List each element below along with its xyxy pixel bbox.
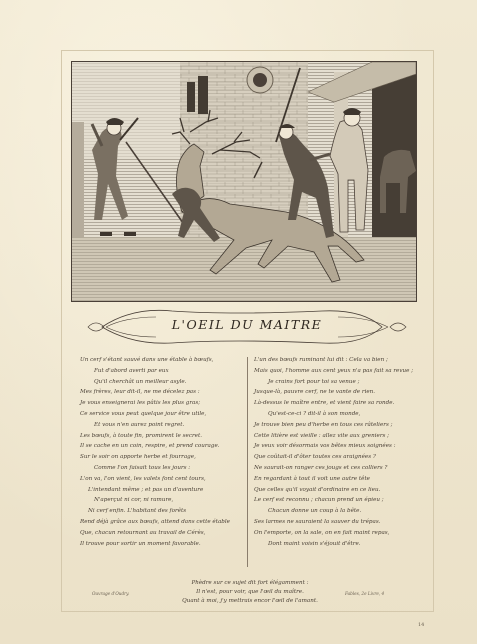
verse-line: Le cerf est reconnu ; chacun prend un épieu ; — [254, 497, 384, 504]
column-divider — [247, 357, 248, 567]
source-credit: Fables, 2e Livre, 4 — [345, 591, 385, 596]
verse-line: Il trouve pour sortir un moment favorable. — [80, 540, 201, 547]
verse-line: Ses larmes ne sauraient la sauver du trépas. — [254, 518, 381, 525]
verse-line: On l'emporte, on la sale, on en fait maint repas, — [254, 529, 390, 536]
verse-line: Là-dessus le maître entre, et vient faire sa ronde. — [254, 400, 395, 407]
moral-line: Phèdre sur ce sujet dit fort élégamment : — [191, 580, 309, 586]
verse-line: Jusque-là, pauvre cerf, ne te vante de rien. — [254, 389, 376, 396]
verse-line: Chacun donne un coup à la bête. — [268, 508, 362, 515]
verse-line: Que coûtait-il d'ôter toutes ces araignées ? — [254, 454, 376, 461]
verse-line: Je veux voir désormais vos bêtes mieux soignées : — [254, 443, 396, 450]
poem-column-right — [254, 355, 426, 549]
verse-line: L'un des bœufs ruminant lui dit : Cela va bien ; — [254, 357, 388, 363]
verse-line: Que celles qu'il voyait d'ordinaire en ce lieu. — [254, 486, 381, 493]
verse-line: Sur le soir on apporte herbe et fourrage, — [80, 454, 196, 461]
verse-line: Rend déjà grâce aux bœufs, attend dans cette étable — [80, 518, 230, 525]
verse-line: Ce service vous peut quelque jour être utile, — [80, 410, 207, 417]
verse-line: Un cerf s'étant sauvé dans une étable à bœufs, — [80, 357, 214, 363]
verse-line: Je trouve bien peu d'herbe en tous ces râteliers ; — [254, 421, 393, 428]
poem-title: L'OEIL DU MAITRE — [171, 317, 323, 332]
verse-line: Il se cache en un coin, respire, et prend courage. — [80, 443, 220, 450]
page-number: 14 — [418, 622, 425, 628]
verse-line: Je crains fort pour toi sa venue ; — [268, 378, 360, 385]
verse-line: L'intendant même ; et pas un d'aventure — [88, 486, 204, 493]
verse-line: Fut d'abord averti par eux — [94, 367, 169, 374]
verse-line: Dont maint voisin s'éjouit d'être. — [268, 540, 361, 547]
engraver-credit: Ouvrage d'Oudry. — [92, 591, 130, 596]
moral-line: Quant à moi, j'y mettrais encor l'œil de l'amant. — [182, 598, 318, 604]
verse-line: En regardant à tout il voit une autre tête — [254, 475, 370, 482]
verse-line: Qu'il cherchât un meilleur asyle. — [94, 378, 187, 385]
verse-line: Ni cerf enfin. L'habitant des forêts — [88, 508, 187, 515]
verse-line: Ne saurait-on ranger ces jougs et ces colliers ? — [254, 464, 388, 471]
verse-line: Et vous n'en aurez point regret. — [94, 421, 185, 428]
poem-moral — [150, 579, 350, 606]
verse-line: Je vous enseignerai les pâtis les plus gras; — [80, 400, 201, 407]
stable-scene-image — [72, 62, 416, 301]
poem-column-left — [80, 355, 252, 549]
moral-line: Il n'est, pour voir, que l'œil du maître. — [196, 589, 304, 595]
verse-line: Mais quoi, l'homme aux cent yeux n'a pas fait sa revue ; — [254, 367, 414, 374]
verse-line: Que, chacun retournant au travail de Cérès, — [80, 529, 206, 536]
verse-line: Les bœufs, à toute fin, promirent le secret. — [80, 432, 202, 439]
engraving-illustration — [71, 61, 417, 302]
verse-line: Mes frères, leur dit-il, ne me décelez pas : — [80, 389, 200, 396]
title-cartouche — [82, 306, 412, 348]
verse-line: Cette litière est vieille : allez vite aux greniers ; — [254, 432, 390, 439]
verse-line: L'on va, l'on vient, les valets font cent tours, — [80, 475, 206, 482]
verse-line: N'aperçut ni cor, ni ramure, — [94, 497, 174, 504]
verse-line: Qu'est-ce-ci ? dit-il à son monde, — [268, 410, 361, 417]
verse-line: Comme l'on faisait tous les jours : — [94, 464, 191, 471]
